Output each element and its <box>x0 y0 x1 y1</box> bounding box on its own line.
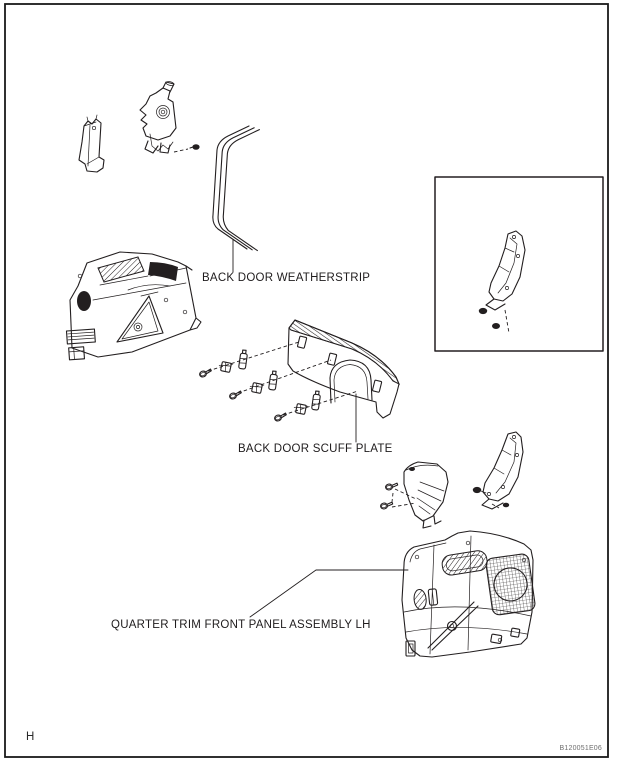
back-door-weatherstrip <box>213 126 260 251</box>
back-door-scuff-plate <box>288 320 399 418</box>
quarter-trim-panel-left <box>66 252 201 360</box>
inset-detail-box <box>435 177 603 351</box>
quarter-pillar-garnish <box>140 81 200 153</box>
pillar-garnish-small <box>79 115 104 172</box>
label-back-door-scuff-plate: BACK DOOR SCUFF PLATE <box>238 443 393 455</box>
label-back-door-weatherstrip: BACK DOOR WEATHERSTRIP <box>202 272 371 284</box>
rear-pillar-bracket <box>473 432 523 509</box>
label-quarter-trim-front-panel-lh: QUARTER TRIM FRONT PANEL ASSEMBLY LH <box>111 619 371 631</box>
page-letter: H <box>26 731 35 743</box>
quarter-trim-front-panel-lh <box>402 531 536 657</box>
inset-bracket-part <box>479 231 525 333</box>
figure-code: B120051E06 <box>559 745 602 752</box>
label-leader-lines <box>233 240 408 617</box>
lower-pillar-garnish <box>380 462 448 528</box>
